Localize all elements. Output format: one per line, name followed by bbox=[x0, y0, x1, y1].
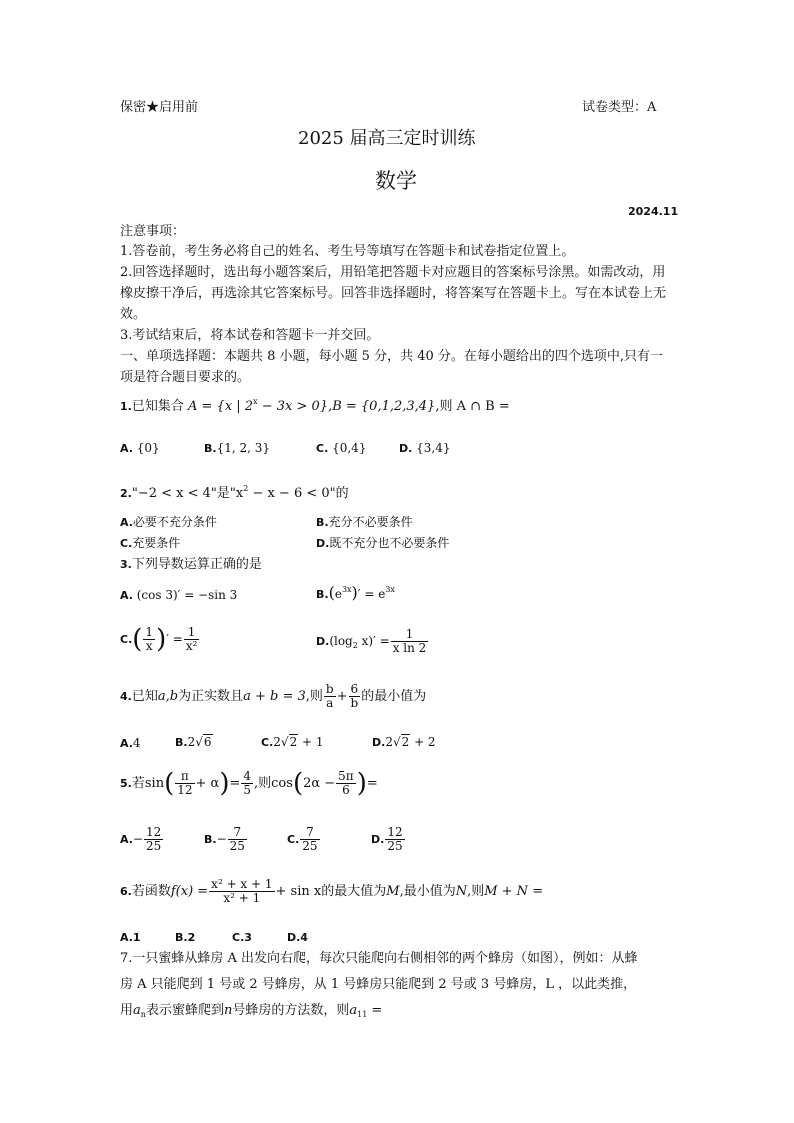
q3-option-b: $B.(e^{3x})' = e^{3x}$ bbox=[316, 583, 395, 602]
q3-option-c: C.( $\frac{1}{x}$ )′ = $\frac{1}{\text{x²}}$ bbox=[120, 624, 198, 655]
q3-option-d: $D.(\log_2$ x)′ = $\frac{1}{\text{x ln 2}}$ bbox=[316, 627, 427, 656]
notice-item-2: 2.回答选择题时，选出每小题答案后，用铅笔把答题卡对应题目的答案标号涂黑。如需改动，用橡皮擦干净后，再选涂其它答案标号。回答非选择题时，将答案写在答题卡上。写在本试卷上无效。 bbox=[120, 265, 667, 322]
q4-option-c: C.2√2 + 1 bbox=[261, 735, 324, 749]
question-7-line-3: 用$a_n$表示蜜蜂爬到n号蜂房的方法数，则$a_{11}$ = bbox=[120, 1003, 383, 1019]
set-a-rest: − 3x > 0} bbox=[257, 399, 329, 414]
set-a-expr: A = {x | 2 bbox=[188, 399, 254, 414]
notice-item-3: 3.考试结束后，将本试卷和答题卡一并交回。 bbox=[120, 328, 380, 343]
q1-option-b: B.{1, 2, 3} bbox=[204, 441, 271, 455]
question-6: 6.若函数f(x) = $\frac{\text{x² + x + 1}}{\text{x² + 1}}$ + sin x的最大值为M,最小值为N,则M + N = bbox=[120, 877, 544, 906]
q5-option-b: B.− $\frac{7}{25}$ bbox=[204, 825, 245, 854]
question-4: 4.已知a,b为正实数且a + b = 3,则 $\frac{b}{a}$ + $\frac{6}{b}$ 的最小值为 bbox=[120, 682, 427, 711]
q5-option-d: D. $\frac{12}{25}$ bbox=[371, 825, 403, 854]
question-2: 2."−2 < x < 4"是"$x^2 - x - 6 < 0$"的 bbox=[120, 484, 349, 501]
q2-option-d: D.既不充分也不必要条件 bbox=[316, 536, 450, 550]
exam-title: 2025 届高三定时训练 bbox=[298, 128, 476, 149]
q2-option-b: B.充分不必要条件 bbox=[316, 515, 413, 529]
q6-option-a: A.1 bbox=[120, 931, 141, 944]
q5-option-a: A.− $\frac{12}{25}$ bbox=[120, 825, 162, 854]
q1-option-a: A. {0} bbox=[120, 441, 160, 455]
notice-heading: 注意事项： bbox=[120, 224, 186, 239]
confidential-label: 保密★启用前 bbox=[120, 100, 199, 115]
question-ask: ,则 A ∩ B = bbox=[435, 399, 510, 414]
q4-option-a: A.4 bbox=[120, 736, 141, 750]
section-intro: 一、单项选择题：本题共 8 小题，每小题 5 分，共 40 分。在每小题给出的四个选项中,只有一项是符合题目要求的。 bbox=[120, 349, 664, 385]
q3-option-a: A. (cos 3)′ = −sin 3 bbox=[120, 588, 238, 602]
q6-option-b: B.2 bbox=[175, 931, 196, 944]
q6-option-c: C.3 bbox=[232, 931, 252, 944]
question-5: 5.若sin( $\frac{\pi}{12}$ + α)= $\frac{4}{5}$ ,则cos(2α − $\frac{5\pi}{6}$ )= bbox=[120, 768, 378, 799]
q1-option-d: D. {3,4} bbox=[399, 441, 451, 455]
q4-option-d: D.2√2 + 2 bbox=[372, 735, 436, 749]
notice-item-1: 1.答卷前，考生务必将自己的姓名、考生号等填写在答题卡和试卷指定位置上。 bbox=[120, 244, 575, 259]
question-1 bbox=[120, 397, 510, 414]
subject-title: 数学 bbox=[375, 169, 417, 193]
q5-option-c: C. $\frac{7}{25}$ bbox=[287, 825, 318, 854]
question-text: 已知集合 bbox=[131, 399, 184, 414]
exam-date: 2024.11 bbox=[628, 205, 679, 218]
q6-option-d: D.4 bbox=[287, 931, 308, 944]
question-3: 3.下列导数运算正确的是 bbox=[120, 557, 262, 572]
exam-type-label: 试卷类型：A bbox=[582, 100, 657, 115]
q2-option-a: A.必要不充分条件 bbox=[120, 515, 217, 529]
question-7-line-2: 房 A 只能爬到 1 号或 2 号蜂房，从 1 号蜂房只能爬到 2 号或 3 号蜂房，L ，以此类推， bbox=[120, 977, 637, 992]
q1-option-c: C. {0,4} bbox=[316, 441, 367, 455]
set-b-expr: ,B = {0,1,2,3,4} bbox=[328, 399, 436, 414]
q4-option-b: B.2√6 bbox=[175, 735, 212, 749]
question-7-line-1: 7.一只蜜蜂从蜂房 A 出发向右爬，每次只能爬向右侧相邻的两个蜂房（如图），例如：从蜂 bbox=[120, 951, 638, 966]
q2-option-c: C.充要条件 bbox=[120, 536, 181, 550]
question-number: 1. bbox=[120, 400, 132, 413]
set-a-exponent: x bbox=[253, 397, 258, 406]
